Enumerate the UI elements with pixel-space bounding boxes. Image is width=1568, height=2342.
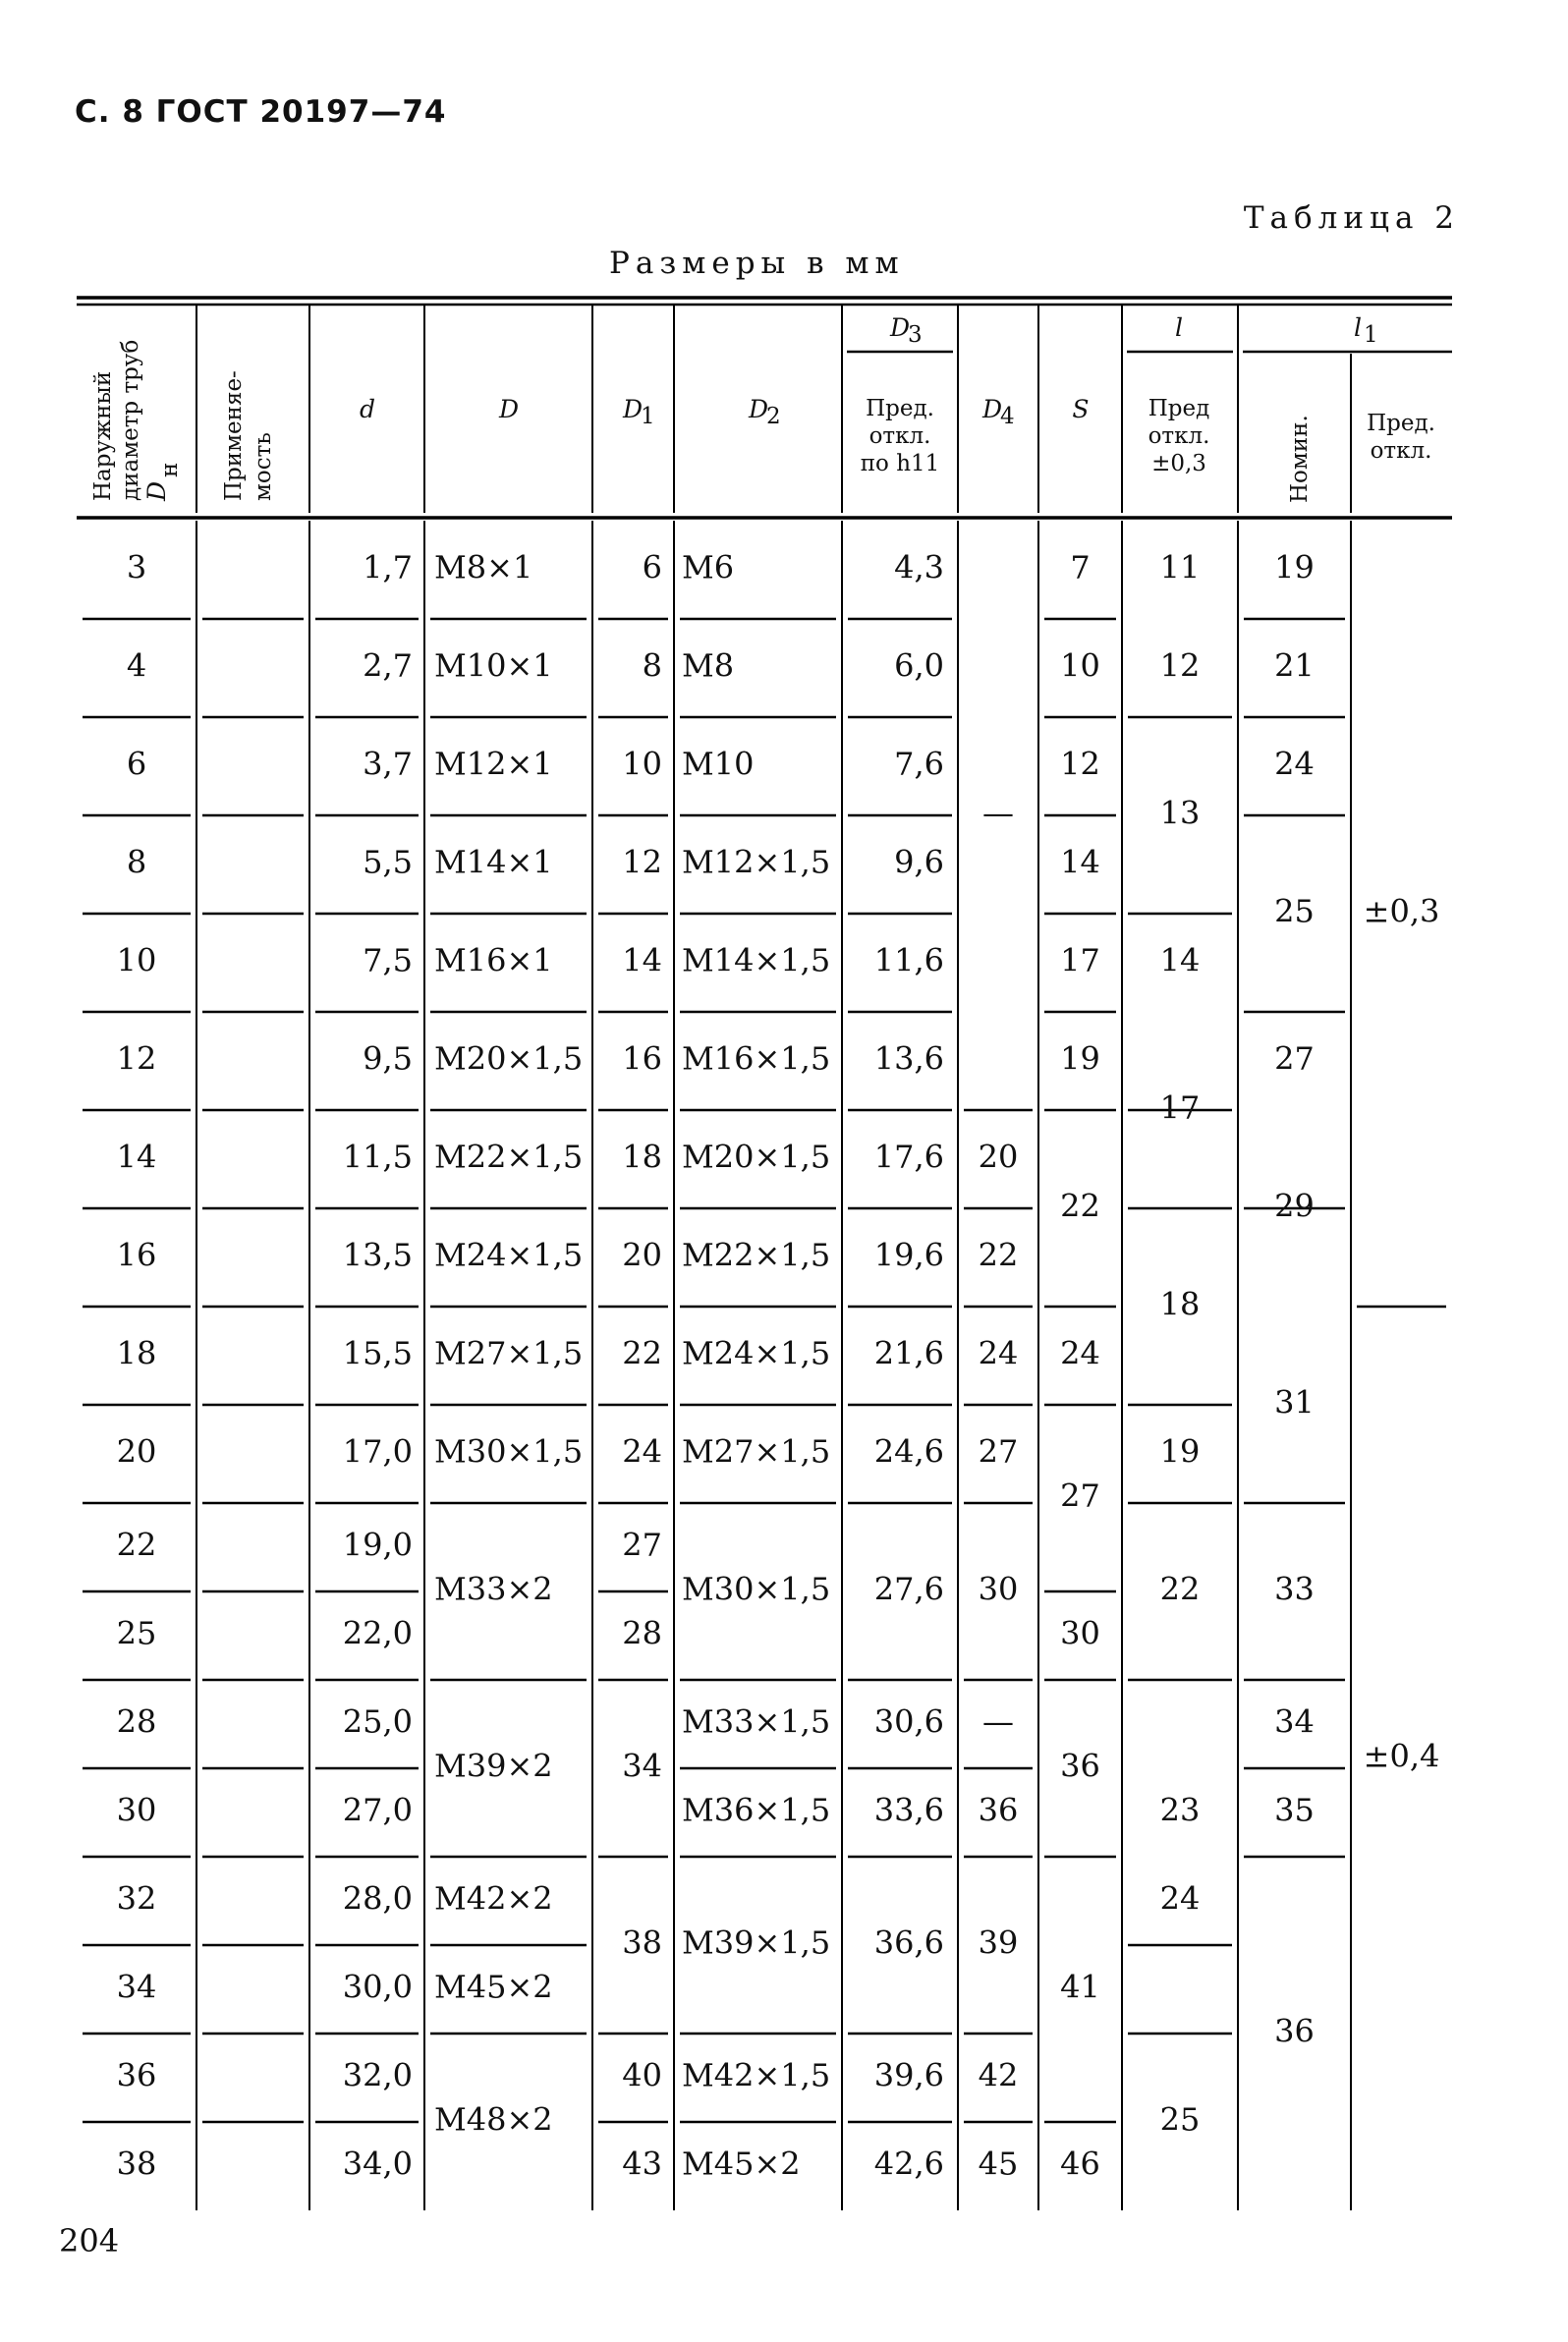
cell-D4: 39 <box>978 1924 1019 1962</box>
cell-l1: 24 <box>1274 745 1315 783</box>
cell-d: 19,0 <box>342 1526 413 1564</box>
cell-dn: 34 <box>116 1968 157 2006</box>
cell-D1: 22 <box>622 1334 662 1372</box>
cell-D3: 33,6 <box>873 1791 944 1829</box>
cell-D: M39×2 <box>434 1747 553 1785</box>
cell-S: 22 <box>1060 1187 1100 1225</box>
cell-D: M10×1 <box>434 646 553 685</box>
cell-l1: 29 <box>1274 1187 1315 1225</box>
cell-dn: 20 <box>116 1432 157 1471</box>
cell-D4: 24 <box>978 1334 1019 1372</box>
cell-D1: 28 <box>622 1614 662 1652</box>
cell-dn: 22 <box>116 1526 157 1564</box>
cell-l1: 36 <box>1274 2012 1315 2050</box>
cell-l: 12 <box>1159 646 1201 685</box>
cell-D2: M6 <box>682 548 735 586</box>
cell-D: M27×1,5 <box>434 1334 584 1372</box>
cell-S: 36 <box>1060 1747 1100 1785</box>
cell-d: 25,0 <box>342 1702 413 1741</box>
header-l1-tol-line1: Пред. <box>1367 411 1435 436</box>
header-D: D <box>498 395 520 423</box>
cell-D3: 21,6 <box>873 1334 944 1372</box>
header-dn-line2: диаметр труб <box>118 339 143 501</box>
cell-D2: M36×1,5 <box>682 1791 831 1829</box>
cell-d: 11,5 <box>342 1138 413 1176</box>
cell-l: 22 <box>1159 1570 1201 1608</box>
header-l-tol-line1: Пред <box>1148 396 1210 421</box>
cell-D3: 39,6 <box>873 2056 944 2094</box>
cell-d: 27,0 <box>342 1791 413 1829</box>
cell-l: 19 <box>1159 1432 1201 1471</box>
cell-dn: 18 <box>116 1334 157 1372</box>
cell-D3: 17,6 <box>873 1138 944 1176</box>
cell-D2: M30×1,5 <box>682 1570 831 1608</box>
cell-D3: 9,6 <box>894 843 944 881</box>
cell-D3: 6,0 <box>894 646 944 685</box>
cell-D: M42×2 <box>434 1879 553 1918</box>
cell-d: 9,5 <box>363 1039 413 1078</box>
header-D3-tol-line2: откл. <box>868 423 931 449</box>
cell-D3: 11,6 <box>873 941 944 979</box>
cell-D: M33×2 <box>434 1570 553 1608</box>
cell-D1: 24 <box>622 1432 662 1471</box>
cell-D2: M10 <box>682 745 755 783</box>
cell-D: M20×1,5 <box>434 1039 584 1078</box>
cell-S: 24 <box>1060 1334 1100 1372</box>
cell-D1: 12 <box>622 843 662 881</box>
cell-S: 10 <box>1060 646 1100 685</box>
cell-l: 23 <box>1159 1791 1201 1829</box>
cell-D3: 24,6 <box>873 1432 944 1471</box>
cell-D: M16×1 <box>434 941 553 979</box>
header-l-tol-line2: откл. <box>1148 423 1210 449</box>
cell-D2: M39×1,5 <box>682 1924 831 1962</box>
cell-D4: 42 <box>978 2056 1019 2094</box>
cell-D4: — <box>982 1702 1014 1741</box>
cell-S: 7 <box>1070 548 1091 586</box>
cell-l: 24 <box>1159 1879 1201 1918</box>
cell-d: 28,0 <box>342 1879 413 1918</box>
header-applicability-line1: Применяе- <box>221 370 247 501</box>
cell-D1: 34 <box>622 1747 662 1785</box>
cell-d: 2,7 <box>363 646 413 685</box>
cell-D1: 40 <box>622 2056 662 2094</box>
header-dn-line1: Наружный <box>90 370 116 501</box>
cell-l1: 19 <box>1274 548 1315 586</box>
cell-D: M14×1 <box>434 843 553 881</box>
cell-l1: 31 <box>1274 1383 1315 1422</box>
cell-S: 17 <box>1060 941 1100 979</box>
header-l-tol-line3: ±0,3 <box>1151 451 1206 476</box>
cell-D: M48×2 <box>434 2100 553 2139</box>
cell-D2: M22×1,5 <box>682 1236 831 1274</box>
cell-D3: 42,6 <box>873 2145 944 2183</box>
cell-D2: M16×1,5 <box>682 1039 831 1078</box>
cell-dn: 32 <box>116 1879 157 1918</box>
cell-D3: 27,6 <box>873 1570 944 1608</box>
cell-d: 34,0 <box>342 2145 413 2183</box>
cell-dn: 16 <box>116 1236 157 1274</box>
cell-D4: 30 <box>978 1570 1019 1608</box>
cell-D2: M14×1,5 <box>682 941 831 979</box>
header-l1-sub: 1 <box>1364 322 1378 348</box>
cell-dn: 25 <box>116 1614 157 1652</box>
cell-l: 18 <box>1159 1285 1201 1323</box>
cell-D3: 19,6 <box>873 1236 944 1274</box>
cell-D3: 4,3 <box>894 548 944 586</box>
cell-dn: 14 <box>116 1138 157 1176</box>
cell-D4: 36 <box>978 1791 1019 1829</box>
header-D3-tol-line1: Пред. <box>866 396 934 421</box>
header-D4-sub: 4 <box>1000 404 1015 429</box>
cell-S: 46 <box>1060 2145 1100 2183</box>
cell-dn: 6 <box>126 745 147 783</box>
cell-D2: M8 <box>682 646 735 685</box>
units-caption: Размеры в мм <box>609 246 905 281</box>
header-applicability-line2: мость <box>251 432 276 501</box>
cell-S: 19 <box>1060 1039 1100 1078</box>
cell-D3: 36,6 <box>873 1924 944 1962</box>
cell-d: 17,0 <box>342 1432 413 1471</box>
header-D4: D <box>982 395 1003 423</box>
cell-D1: 43 <box>622 2145 662 2183</box>
header-S: S <box>1072 395 1090 423</box>
cell-d: 7,5 <box>363 941 413 979</box>
cell-l1-tol-bottom: ±0,4 <box>1363 1737 1440 1775</box>
cell-l1-tol-top: ±0,3 <box>1363 892 1440 930</box>
cell-D4: 27 <box>978 1432 1019 1471</box>
header-D1-sub: 1 <box>641 404 655 429</box>
header-dn-sub: н <box>157 462 183 477</box>
cell-l1: 27 <box>1274 1039 1315 1078</box>
cell-D1: 27 <box>622 1526 662 1564</box>
cell-l1: 21 <box>1274 646 1315 685</box>
cell-l: 25 <box>1159 2100 1201 2139</box>
cell-D: M30×1,5 <box>434 1432 584 1471</box>
header-D2: D <box>749 395 769 423</box>
cell-l1: 35 <box>1274 1791 1315 1829</box>
header-l: l <box>1175 313 1183 342</box>
cell-d: 1,7 <box>363 548 413 586</box>
cell-l: 13 <box>1159 794 1201 832</box>
cell-D4-dash: — <box>982 794 1014 832</box>
cell-dn: 12 <box>116 1039 157 1078</box>
cell-D2: M27×1,5 <box>682 1432 831 1471</box>
header-l1-tol-line2: откл. <box>1370 438 1432 464</box>
cell-dn: 38 <box>116 2145 157 2183</box>
cell-l1: 25 <box>1274 892 1315 930</box>
cell-D2: M20×1,5 <box>682 1138 831 1176</box>
document-header: С. 8 ГОСТ 20197—74 <box>75 94 447 130</box>
cell-D: M24×1,5 <box>434 1236 584 1274</box>
cell-D2: M45×2 <box>682 2145 801 2183</box>
cell-d: 13,5 <box>342 1236 413 1274</box>
cell-D: M8×1 <box>434 548 533 586</box>
header-D3-sub: 3 <box>908 322 923 348</box>
cell-D2: M42×1,5 <box>682 2056 831 2094</box>
cell-D1: 14 <box>622 941 662 979</box>
cell-D1: 18 <box>622 1138 662 1176</box>
cell-d: 3,7 <box>363 745 413 783</box>
cell-D1: 16 <box>622 1039 662 1078</box>
cell-d: 22,0 <box>342 1614 413 1652</box>
cell-l: 17 <box>1159 1088 1201 1127</box>
cell-D4: 22 <box>978 1236 1019 1274</box>
cell-D1: 20 <box>622 1236 662 1274</box>
cell-dn: 28 <box>116 1702 157 1741</box>
header-dn-symbol: D <box>142 480 171 501</box>
cell-S: 41 <box>1060 1968 1100 2006</box>
page-number: 204 <box>59 2222 120 2259</box>
cell-S: 30 <box>1060 1614 1100 1652</box>
table-number: Таблица 2 <box>1243 200 1460 236</box>
cell-D1: 8 <box>642 646 662 685</box>
cell-D: M22×1,5 <box>434 1138 584 1176</box>
cell-S: 14 <box>1060 843 1100 881</box>
cell-D3: 13,6 <box>873 1039 944 1078</box>
cell-D2: M33×1,5 <box>682 1702 831 1741</box>
cell-l1: 33 <box>1274 1570 1315 1608</box>
cell-D: M45×2 <box>434 1968 553 2006</box>
cell-D4: 20 <box>978 1138 1019 1176</box>
cell-D1: 6 <box>642 548 662 586</box>
header-l1-nom: Номин. <box>1287 415 1313 503</box>
cell-dn: 8 <box>126 843 147 881</box>
header-D3-tol-line3: по h11 <box>860 451 940 476</box>
cell-D1: 38 <box>622 1924 662 1962</box>
cell-dn: 3 <box>126 548 147 586</box>
header-d: d <box>359 395 376 423</box>
cell-dn: 30 <box>116 1791 157 1829</box>
cell-D1: 10 <box>622 745 662 783</box>
cell-dn: 10 <box>116 941 157 979</box>
cell-D3: 7,6 <box>894 745 944 783</box>
header-D1: D <box>623 395 644 423</box>
cell-l: 11 <box>1159 548 1201 586</box>
cell-dn: 4 <box>126 646 147 685</box>
cell-D2: M24×1,5 <box>682 1334 831 1372</box>
cell-S: 27 <box>1060 1477 1100 1515</box>
cell-l: 14 <box>1159 941 1201 979</box>
cell-D4: 45 <box>978 2145 1019 2183</box>
cell-d: 30,0 <box>342 1968 413 2006</box>
cell-dn: 36 <box>116 2056 157 2094</box>
cell-D3: 30,6 <box>873 1702 944 1741</box>
cell-d: 5,5 <box>363 843 413 881</box>
cell-D2: M12×1,5 <box>682 843 831 881</box>
cell-d: 15,5 <box>342 1334 413 1372</box>
header-D3: D <box>890 313 911 342</box>
cell-d: 32,0 <box>342 2056 413 2094</box>
header-D2-sub: 2 <box>766 404 781 429</box>
cell-D: M12×1 <box>434 745 553 783</box>
cell-l1: 34 <box>1274 1702 1315 1741</box>
header-l1: l <box>1354 313 1362 342</box>
cell-S: 12 <box>1060 745 1100 783</box>
